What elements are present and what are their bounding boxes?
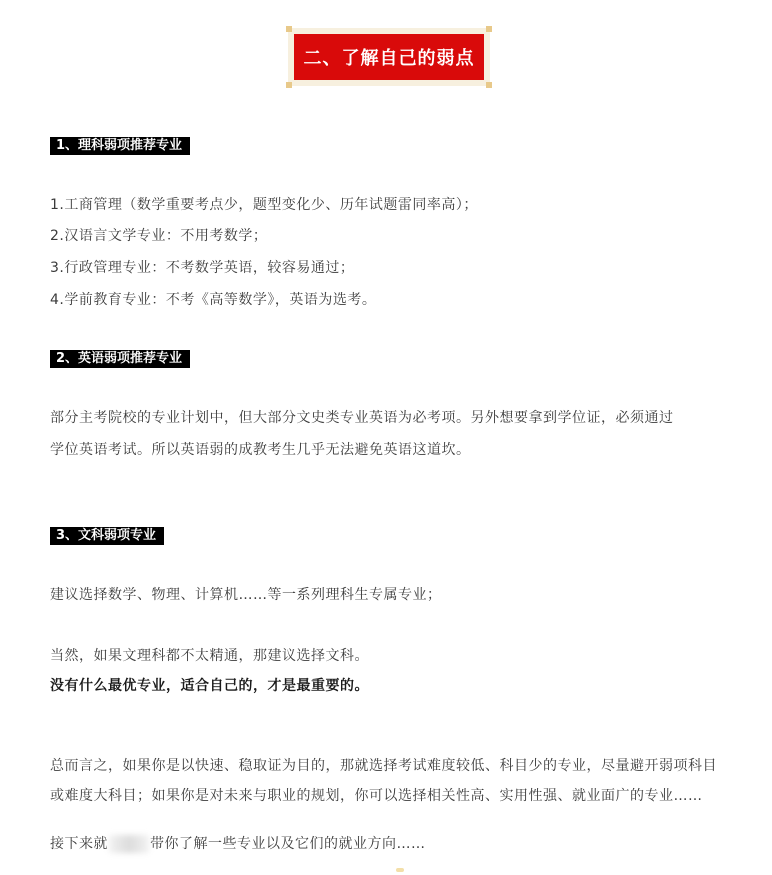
page-title: 二、了解自己的弱点 [294, 34, 484, 80]
list-item: 2.汉语言文学专业：不用考数学； [50, 228, 268, 244]
list-item: 1.工商管理（数学重要考点少，题型变化少、历年试题雷同率高）； [50, 197, 478, 213]
closing-line [50, 834, 426, 854]
summary-line: 总而言之，如果你是以快速、稳取证为目的，那就选择考试难度较低、科目少的专业，尽量避开弱项科目 [50, 758, 717, 774]
closing-start: 接下来就 [50, 836, 108, 852]
frame-corner [486, 82, 492, 88]
paragraph-line: 学位英语考试。所以英语弱的成教考生几乎无法避免英语这道坎。 [50, 442, 471, 458]
title-frame [288, 28, 490, 86]
summary-line: 或难度大科目；如果你是对未来与职业的规划，你可以选择相关性高、实用性强、就业面广的专业…… [50, 788, 703, 804]
blurred-text-patch [109, 835, 149, 853]
section-heading-english: 2、英语弱项推荐专业 [50, 350, 190, 368]
section-heading-arts: 3、文科弱项专业 [50, 527, 164, 545]
paragraph-line: 建议选择数学、物理、计算机……等一系列理科生专属专业； [50, 587, 442, 603]
list-item: 3.行政管理专业：不考数学英语，较容易通过； [50, 260, 355, 276]
frame-corner [286, 26, 292, 32]
paragraph-line: 部分主考院校的专业计划中，但大部分文史类专业英语为必考项。另外想要拿到学位证，必须通过 [50, 410, 674, 426]
decorative-dot [396, 868, 404, 872]
section-heading-science: 1、理科弱项推荐专业 [50, 137, 190, 155]
frame-corner [286, 82, 292, 88]
paragraph-line: 当然，如果文理科都不太精通，那建议选择文科。 [50, 648, 369, 664]
list-item: 4.学前教育专业：不考《高等数学》，英语为选考。 [50, 292, 377, 308]
frame-corner [486, 26, 492, 32]
emphasis-line: 没有什么最优专业，适合自己的，才是最重要的。 [50, 678, 369, 694]
closing-end: 带你了解一些专业以及它们的就业方向…… [150, 836, 426, 852]
